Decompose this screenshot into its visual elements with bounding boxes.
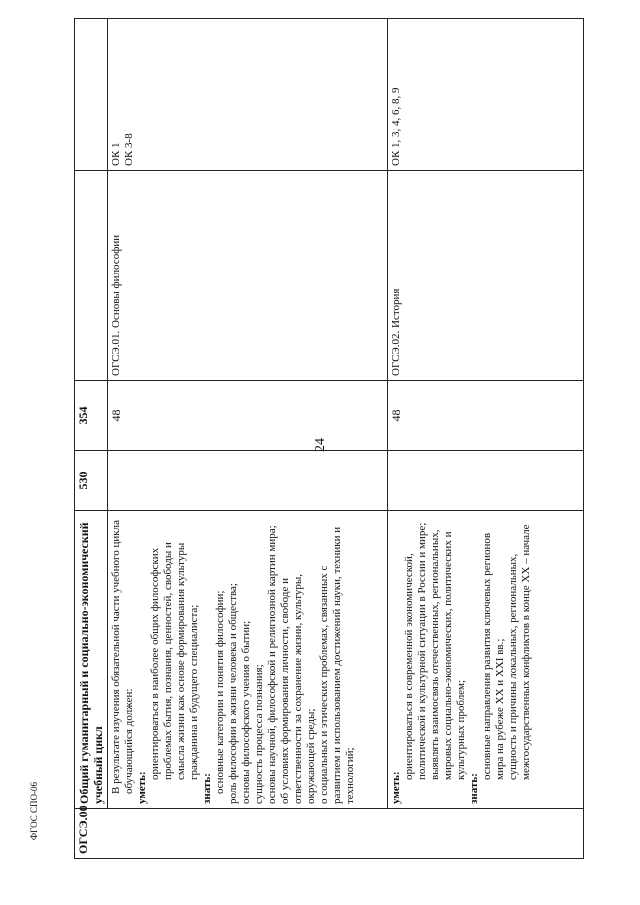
cycle-competency-cell <box>75 19 108 171</box>
philosophy-hours-cell <box>108 381 388 451</box>
table-row-history <box>388 19 584 859</box>
history-total-cell <box>388 451 584 511</box>
history-discipline-cell <box>388 171 584 381</box>
curriculum-table <box>74 18 584 859</box>
history-requirements-cell <box>388 511 584 809</box>
list-item: основные категории и понятия философии; <box>214 590 226 794</box>
philosophy-umet-label: уметь: <box>136 771 148 804</box>
page-number: 24 <box>313 438 328 452</box>
philosophy-discipline-cell <box>108 171 388 381</box>
list-item: о социальных и этических проблемах, связанных с развитием и использованием достижений науки, техники и технологий; <box>318 526 356 804</box>
cycle-total-hours-cell <box>75 451 108 511</box>
footer-standard-code: ФГОС СПО-06 <box>29 782 39 840</box>
list-item: основы научной, философской и религиозной картин мира; <box>266 525 278 804</box>
cycle-code: ОГСЭ.00 <box>76 805 90 854</box>
philosophy-competencies: ОК 1 ОК 3-8 <box>110 133 135 166</box>
history-competency-cell <box>388 19 584 171</box>
list-item: основные направления развития ключевых регионов мира на рубеже XX и XXI вв.; <box>481 532 506 780</box>
history-discipline: ОГСЭ.02. История <box>390 288 402 376</box>
history-umet-label: уметь: <box>390 771 402 804</box>
history-znat-label: знать: <box>468 773 480 804</box>
list-item: выявлять взаимосвязь отечественных, региональных, мировых социально-экономических, политических и культурных проблем; <box>429 529 467 780</box>
list-item: сущность процесса познания; <box>253 664 265 804</box>
list-item: сущность и причины локальных, региональных, межгосударственных конфликтов в конце XX – начале <box>507 524 532 780</box>
philosophy-requirements-cell <box>108 511 388 809</box>
cycle-code-cell <box>75 805 584 859</box>
table-row-philosophy <box>108 19 388 859</box>
cycle-title-cell <box>75 511 108 809</box>
rotated-table-sheet <box>74 19 584 859</box>
philosophy-discipline: ОГСЭ.01. Основы философии <box>110 234 122 376</box>
philosophy-znat-label: знать: <box>201 773 213 804</box>
cycle-required-hours: 354 <box>76 406 90 425</box>
history-hours-cell <box>388 381 584 451</box>
philosophy-umet-text: ориентироваться в наиболее общих философских проблемах бытия, познания, ценностей, свободы и смысла жизни как основе формирования культуры гражданина и будущего специалиста; <box>149 542 200 780</box>
list-item: об условиях формирования личности, свободе и ответственности за сохранение жизни, культуры, окружающей среды; <box>279 573 317 804</box>
philosophy-intro: В результате изучения обязательной части учебного цикла обучающийся должен: <box>110 520 135 794</box>
cycle-title: Общий гуманитарный и социально-экономический учебный цикл <box>77 522 105 804</box>
philosophy-competency-cell <box>108 19 388 171</box>
list-item: ориентироваться в современной экономической, политической и культурной ситуации в России и мире; <box>403 522 428 780</box>
cycle-required-hours-cell <box>75 381 108 451</box>
list-item: роль философии в жизни человека и общества; <box>227 583 239 804</box>
history-hours: 48 <box>389 409 403 422</box>
list-item: основы философского учения о бытии; <box>240 620 252 804</box>
cycle-total-hours: 530 <box>76 471 90 490</box>
cycle-discipline-cell <box>75 171 108 381</box>
philosophy-hours: 48 <box>109 409 123 422</box>
philosophy-total-cell <box>108 451 388 511</box>
table-row-cycle <box>75 19 108 859</box>
history-competencies: ОК 1, 3, 4, 6, 8, 9 <box>390 87 402 166</box>
